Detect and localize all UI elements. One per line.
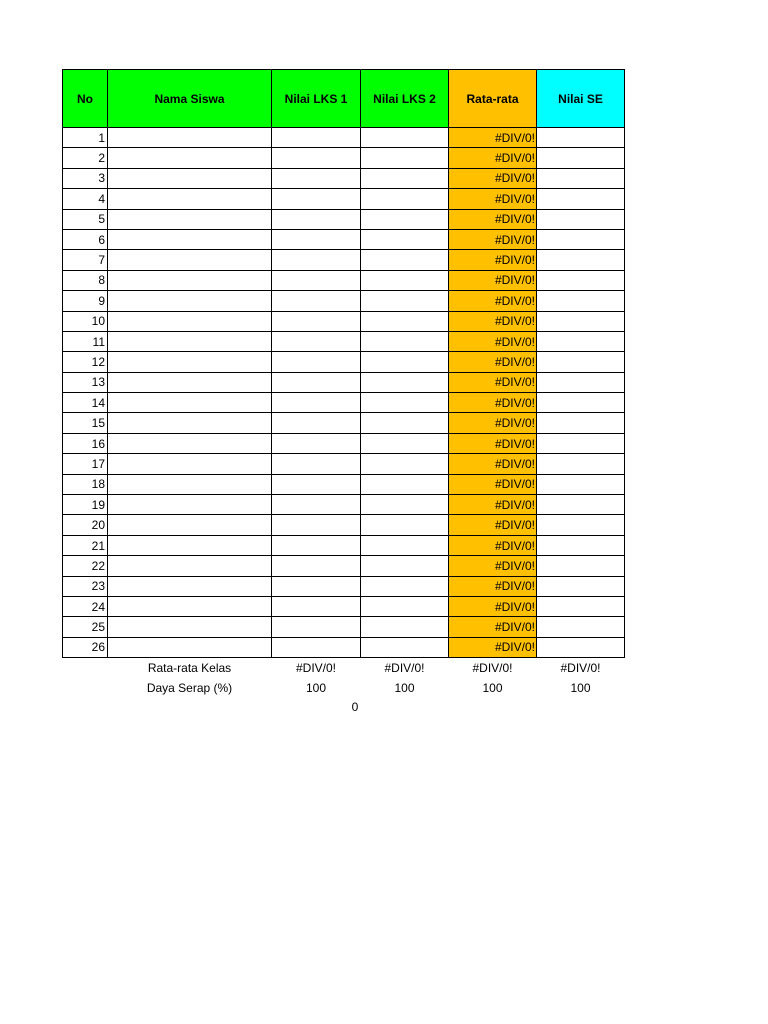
row-no-cell[interactable]: 23 [63, 576, 108, 596]
row-lks1-cell[interactable] [272, 576, 361, 596]
header-nama-siswa[interactable]: Nama Siswa [108, 70, 272, 128]
row-lks2-cell[interactable] [361, 250, 449, 270]
row-no-cell[interactable]: 9 [63, 291, 108, 311]
row-lks2-cell[interactable] [361, 128, 449, 148]
row-no-cell[interactable]: 4 [63, 189, 108, 209]
grade-table [62, 69, 625, 699]
summary-spacer [63, 658, 108, 679]
row-lks1-cell[interactable] [272, 637, 361, 657]
header-nilai-se[interactable]: Nilai SE [537, 70, 625, 128]
row-rata-cell[interactable]: #DIV/0! [449, 189, 537, 209]
row-lks1-cell[interactable] [272, 495, 361, 515]
header-nilai-lks-2[interactable]: Nilai LKS 2 [361, 70, 449, 128]
row-lks2-cell[interactable] [361, 474, 449, 494]
row-rata-cell[interactable]: #DIV/0! [449, 331, 537, 351]
row-lks2-cell[interactable] [361, 596, 449, 616]
row-lks1-cell[interactable] [272, 474, 361, 494]
student-rows [63, 128, 625, 658]
table-row [63, 168, 625, 188]
row-se-cell[interactable] [537, 637, 625, 657]
row-lks2-cell[interactable] [361, 535, 449, 555]
row-se-cell[interactable] [537, 372, 625, 392]
table-row [63, 352, 625, 372]
row-rata-cell[interactable]: #DIV/0! [449, 596, 537, 616]
row-se-cell[interactable] [537, 393, 625, 413]
row-se-cell[interactable] [537, 250, 625, 270]
row-nama-cell[interactable] [108, 576, 272, 596]
row-nama-cell[interactable] [108, 535, 272, 555]
row-no-cell[interactable]: 24 [63, 596, 108, 616]
row-lks2-cell[interactable] [361, 637, 449, 657]
row-lks1-cell[interactable] [272, 128, 361, 148]
row-nama-cell[interactable] [108, 168, 272, 188]
table-row [63, 250, 625, 270]
table-row [63, 596, 625, 616]
row-rata-cell[interactable]: #DIV/0! [449, 433, 537, 453]
row-lks1-cell[interactable] [272, 148, 361, 168]
row-lks1-cell[interactable] [272, 596, 361, 616]
row-nama-cell[interactable] [108, 637, 272, 657]
rata-kelas-rata[interactable]: #DIV/0! [472, 661, 513, 676]
table-row [63, 148, 625, 168]
row-lks1-cell[interactable] [272, 617, 361, 637]
row-lks1-cell[interactable] [272, 393, 361, 413]
row-no-cell[interactable]: 17 [63, 454, 108, 474]
row-lks2-cell[interactable] [361, 209, 449, 229]
row-rata-cell[interactable]: #DIV/0! [449, 617, 537, 637]
row-se-cell[interactable] [537, 495, 625, 515]
row-lks1-cell[interactable] [272, 250, 361, 270]
table-row [63, 515, 625, 535]
row-no-cell[interactable]: 11 [63, 331, 108, 351]
row-lks1-cell[interactable] [272, 413, 361, 433]
header-rata-rata[interactable]: Rata-rata [449, 70, 537, 128]
row-lks2-cell[interactable] [361, 372, 449, 392]
row-rata-cell[interactable]: #DIV/0! [449, 270, 537, 290]
row-nama-cell[interactable] [108, 311, 272, 331]
row-se-cell[interactable] [537, 311, 625, 331]
row-rata-cell[interactable]: #DIV/0! [449, 454, 537, 474]
row-lks1-cell[interactable] [272, 189, 361, 209]
row-se-cell[interactable] [537, 331, 625, 351]
row-se-cell[interactable] [537, 270, 625, 290]
row-nama-cell[interactable] [108, 291, 272, 311]
row-lks2-cell[interactable] [361, 576, 449, 596]
row-no-cell[interactable]: 12 [63, 352, 108, 372]
row-lks1-cell[interactable] [272, 372, 361, 392]
row-lks2-cell[interactable] [361, 556, 449, 576]
table-row [63, 617, 625, 637]
row-se-cell[interactable] [537, 291, 625, 311]
row-se-cell[interactable] [537, 556, 625, 576]
row-no-cell[interactable]: 6 [63, 229, 108, 249]
row-nama-cell[interactable] [108, 331, 272, 351]
table-row [63, 393, 625, 413]
row-no-cell[interactable]: 25 [63, 617, 108, 637]
row-rata-cell[interactable]: #DIV/0! [449, 535, 537, 555]
table-row [63, 291, 625, 311]
row-no-cell[interactable]: 16 [63, 433, 108, 453]
row-lks1-cell[interactable] [272, 270, 361, 290]
row-rata-cell[interactable]: #DIV/0! [449, 311, 537, 331]
row-nama-cell[interactable] [108, 372, 272, 392]
row-rata-cell[interactable]: #DIV/0! [449, 576, 537, 596]
row-lks2-cell[interactable] [361, 393, 449, 413]
table-row [63, 454, 625, 474]
row-nama-cell[interactable] [108, 189, 272, 209]
row-nama-cell[interactable] [108, 229, 272, 249]
row-no-cell[interactable]: 5 [63, 209, 108, 229]
row-no-cell[interactable]: 8 [63, 270, 108, 290]
row-se-cell[interactable] [537, 168, 625, 188]
row-lks2-cell[interactable] [361, 413, 449, 433]
row-lks1-cell[interactable] [272, 433, 361, 453]
row-rata-cell[interactable]: #DIV/0! [449, 209, 537, 229]
summary-row-rata-rata [63, 658, 625, 679]
row-lks1-cell[interactable] [272, 209, 361, 229]
row-rata-cell[interactable]: #DIV/0! [449, 515, 537, 535]
table-row [63, 331, 625, 351]
row-lks1-cell[interactable] [272, 454, 361, 474]
row-rata-cell[interactable]: #DIV/0! [449, 637, 537, 657]
row-no-cell[interactable]: 1 [63, 128, 108, 148]
row-lks1-cell[interactable] [272, 515, 361, 535]
header-nilai-lks-1[interactable]: Nilai LKS 1 [272, 70, 361, 128]
table-row [63, 576, 625, 596]
row-nama-cell[interactable] [108, 495, 272, 515]
row-lks2-cell[interactable] [361, 311, 449, 331]
row-lks1-cell[interactable] [272, 229, 361, 249]
row-nama-cell[interactable] [108, 128, 272, 148]
row-nama-cell[interactable] [108, 393, 272, 413]
row-rata-cell[interactable]: #DIV/0! [449, 393, 537, 413]
row-se-cell[interactable] [537, 596, 625, 616]
row-se-cell[interactable] [537, 576, 625, 596]
row-no-cell[interactable]: 7 [63, 250, 108, 270]
row-se-cell[interactable] [537, 413, 625, 433]
row-lks2-cell[interactable] [361, 189, 449, 209]
table-row [63, 189, 625, 209]
row-rata-cell[interactable]: #DIV/0! [449, 495, 537, 515]
row-no-cell[interactable]: 18 [63, 474, 108, 494]
row-lks2-cell[interactable] [361, 352, 449, 372]
row-nama-cell[interactable] [108, 556, 272, 576]
row-no-cell[interactable]: 13 [63, 372, 108, 392]
row-no-cell[interactable]: 2 [63, 148, 108, 168]
summary-row-daya-serap [63, 678, 625, 699]
table-row [63, 270, 625, 290]
row-no-cell[interactable]: 19 [63, 495, 108, 515]
row-lks2-cell[interactable] [361, 617, 449, 637]
row-lks1-cell[interactable] [272, 331, 361, 351]
row-lks2-cell[interactable] [361, 270, 449, 290]
daya-serap-lks1[interactable]: 100 [305, 681, 327, 696]
row-se-cell[interactable] [537, 209, 625, 229]
daya-serap-rata[interactable]: 100 [482, 681, 503, 696]
daya-serap-label[interactable]: Daya Serap (%) [146, 681, 233, 696]
row-rata-cell[interactable]: #DIV/0! [449, 413, 537, 433]
row-lks1-cell[interactable] [272, 535, 361, 555]
row-rata-cell[interactable]: #DIV/0! [449, 372, 537, 392]
row-rata-cell[interactable]: #DIV/0! [449, 556, 537, 576]
row-no-cell[interactable]: 10 [63, 311, 108, 331]
row-se-cell[interactable] [537, 454, 625, 474]
table-row [63, 556, 625, 576]
row-no-cell[interactable]: 14 [63, 393, 108, 413]
row-lks2-cell[interactable] [361, 454, 449, 474]
row-nama-cell[interactable] [108, 270, 272, 290]
daya-serap-se[interactable]: 100 [570, 681, 591, 696]
row-se-cell[interactable] [537, 474, 625, 494]
table-row [63, 495, 625, 515]
row-rata-cell[interactable]: #DIV/0! [449, 250, 537, 270]
table-row [63, 229, 625, 249]
row-lks2-cell[interactable] [361, 291, 449, 311]
table-row [63, 311, 625, 331]
row-lks2-cell[interactable] [361, 229, 449, 249]
rata-kelas-lks1[interactable]: #DIV/0! [295, 661, 337, 676]
row-nama-cell[interactable] [108, 352, 272, 372]
table-row [63, 474, 625, 494]
row-nama-cell[interactable] [108, 617, 272, 637]
row-no-cell[interactable]: 21 [63, 535, 108, 555]
row-lks2-cell[interactable] [361, 515, 449, 535]
row-rata-cell[interactable]: #DIV/0! [449, 148, 537, 168]
row-lks1-cell[interactable] [272, 352, 361, 372]
row-rata-cell[interactable]: #DIV/0! [449, 291, 537, 311]
row-se-cell[interactable] [537, 128, 625, 148]
row-nama-cell[interactable] [108, 596, 272, 616]
row-no-cell[interactable]: 15 [63, 413, 108, 433]
table-row [63, 413, 625, 433]
row-se-cell[interactable] [537, 617, 625, 637]
header-row [63, 70, 625, 128]
rata-kelas-se[interactable]: #DIV/0! [560, 661, 601, 676]
row-nama-cell[interactable] [108, 209, 272, 229]
row-se-cell[interactable] [537, 515, 625, 535]
row-lks2-cell[interactable] [361, 331, 449, 351]
row-lks2-cell[interactable] [361, 148, 449, 168]
row-nama-cell[interactable] [108, 474, 272, 494]
row-se-cell[interactable] [537, 229, 625, 249]
row-se-cell[interactable] [537, 352, 625, 372]
row-rata-cell[interactable]: #DIV/0! [449, 128, 537, 148]
table-row [63, 128, 625, 148]
row-no-cell[interactable]: 26 [63, 637, 108, 657]
row-nama-cell[interactable] [108, 454, 272, 474]
row-se-cell[interactable] [537, 433, 625, 453]
row-se-cell[interactable] [537, 148, 625, 168]
summary-spacer [63, 678, 108, 699]
row-no-cell[interactable]: 22 [63, 556, 108, 576]
row-rata-cell[interactable]: #DIV/0! [449, 168, 537, 188]
row-lks2-cell[interactable] [361, 433, 449, 453]
row-lks1-cell[interactable] [272, 556, 361, 576]
row-lks2-cell[interactable] [361, 168, 449, 188]
row-lks1-cell[interactable] [272, 168, 361, 188]
table-row [63, 209, 625, 229]
row-nama-cell[interactable] [108, 413, 272, 433]
row-lks2-cell[interactable] [361, 495, 449, 515]
row-rata-cell[interactable]: #DIV/0! [449, 229, 537, 249]
row-nama-cell[interactable] [108, 515, 272, 535]
table-row [63, 372, 625, 392]
row-lks1-cell[interactable] [272, 291, 361, 311]
row-se-cell[interactable] [537, 189, 625, 209]
table-row [63, 637, 625, 657]
daya-serap-lks2[interactable]: 100 [394, 681, 415, 696]
row-nama-cell[interactable] [108, 250, 272, 270]
row-no-cell[interactable]: 3 [63, 168, 108, 188]
row-rata-cell[interactable]: #DIV/0! [449, 474, 537, 494]
rata-kelas-lks2[interactable]: #DIV/0! [384, 661, 425, 676]
row-se-cell[interactable] [537, 535, 625, 555]
row-nama-cell[interactable] [108, 148, 272, 168]
extra-value-cell[interactable]: 0 [351, 700, 359, 714]
row-lks1-cell[interactable] [272, 311, 361, 331]
header-no[interactable]: No [63, 70, 108, 128]
row-nama-cell[interactable] [108, 433, 272, 453]
table-row [63, 535, 625, 555]
rata-kelas-label[interactable]: Rata-rata Kelas [147, 661, 232, 676]
row-rata-cell[interactable]: #DIV/0! [449, 352, 537, 372]
row-no-cell[interactable]: 20 [63, 515, 108, 535]
table-row [63, 433, 625, 453]
